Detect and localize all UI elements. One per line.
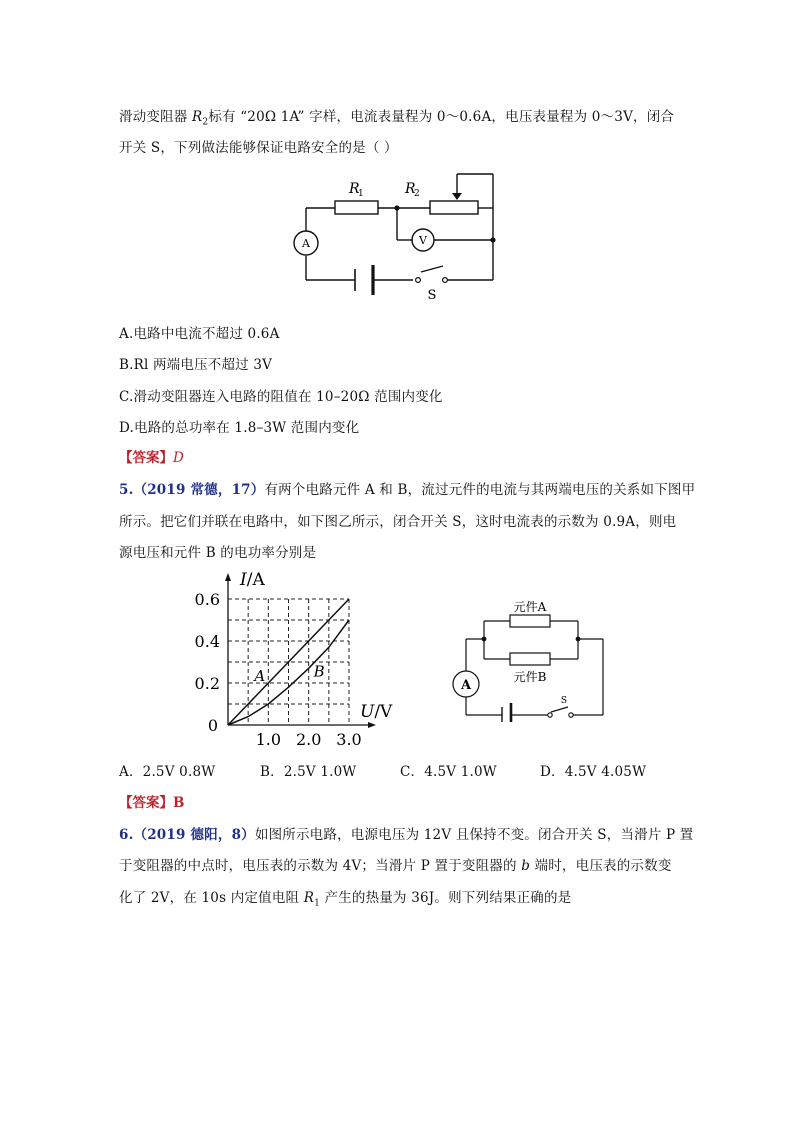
y-tick-label: 0.6 (194, 590, 220, 609)
y-tick-label: 0.4 (194, 632, 220, 651)
circuit-figure-1 (285, 166, 515, 308)
q4-option-c: C.滑动变阻器连入电路的阻值在 10–20Ω 范围内变化 (119, 389, 443, 405)
series-label-b: B (313, 662, 325, 681)
element-b-box (510, 653, 550, 665)
chart-labels (195, 570, 394, 749)
q4-option-a: A.电路中电流不超过 0.6A (119, 326, 280, 342)
svg-text:R: R (349, 181, 360, 197)
svg-text:A: A (460, 678, 472, 693)
y-axis-arrow (225, 573, 231, 581)
q6-stem-line2: 于变阻器的中点时，电压表的示数为 4V；当滑片 P 置于变阻器的 b 端时，电压表的示数变 (119, 858, 672, 874)
y-axis-label: I/A (240, 570, 265, 590)
q4-stem-line1: 滑动变阻器 $R_2$标有 “20Ω 1A” 字样，电流表量程为 0～0.6A，电压表量程为 0～3V，闭合 (119, 109, 675, 128)
svg-text:R: R (405, 181, 416, 197)
q4-answer: 【答案】D (119, 450, 184, 466)
q5-stem-line3: 源电压和元件 B 的电功率分别是 (119, 545, 317, 561)
series-label-a: A (254, 667, 266, 685)
q5-answer: 【答案】B (119, 795, 185, 811)
resistor-r1 (335, 201, 378, 214)
q5-option-c: C．4.5V 1.0W (400, 764, 497, 780)
q5-stem-line1: 5.（2019 常德，17）有两个电路元件 A 和 B，流过元件的电流与其两端电压的关系如下图甲 (119, 482, 696, 498)
svg-text:1: 1 (358, 189, 364, 199)
svg-text:S: S (427, 288, 437, 303)
q5-option-b: B．2.5V 1.0W (260, 764, 357, 780)
q6-stem-line1: 6.（2019 德阳，8）如图所示电路，电源电压为 12V 且保持不变。闭合开关 S，当滑片 P 置 (119, 827, 694, 843)
q4-option-d: D.电路的总功率在 1.8–3W 范围内变化 (119, 420, 360, 436)
resistor-r2 (430, 201, 478, 214)
svg-text:S: S (560, 696, 568, 706)
x-axis-label: U/V (360, 702, 393, 722)
element-a-box (510, 615, 550, 627)
q6-stem-line3: 化了 2V，在 10s 内定值电阻 $R_1$ 产生的热量为 36J。则下列结果正确的是 (119, 890, 572, 909)
q4-stem-line2: 开关 S，下列做法能够保证电路安全的是（ ） (119, 140, 398, 156)
svg-text:元件B: 元件B (513, 670, 547, 684)
x-tick-label: 2.0 (295, 730, 322, 749)
origin-label: 0 (207, 716, 218, 735)
q4-option-b: B.Rl 两端电压不超过 3V (119, 357, 273, 373)
y-tick-label: 0.2 (194, 674, 220, 693)
iv-chart (190, 565, 415, 755)
svg-text:A: A (302, 237, 310, 250)
svg-text:2: 2 (414, 189, 420, 199)
svg-text:元件A: 元件A (513, 600, 547, 614)
x-axis-arrow (368, 722, 376, 728)
svg-text:V: V (419, 234, 427, 247)
circuit-figure-2 (448, 597, 613, 722)
x-tick-label: 3.0 (336, 730, 362, 749)
q5-option-d: D．4.5V 4.05W (540, 764, 647, 780)
x-tick-label: 1.0 (255, 730, 282, 749)
q5-option-a: A．2.5V 0.8W (119, 764, 216, 780)
q5-stem-line2: 所示。把它们并联在电路中，如下图乙所示，闭合开关 S，这时电流表的示数为 0.9A，则电 (119, 514, 677, 530)
